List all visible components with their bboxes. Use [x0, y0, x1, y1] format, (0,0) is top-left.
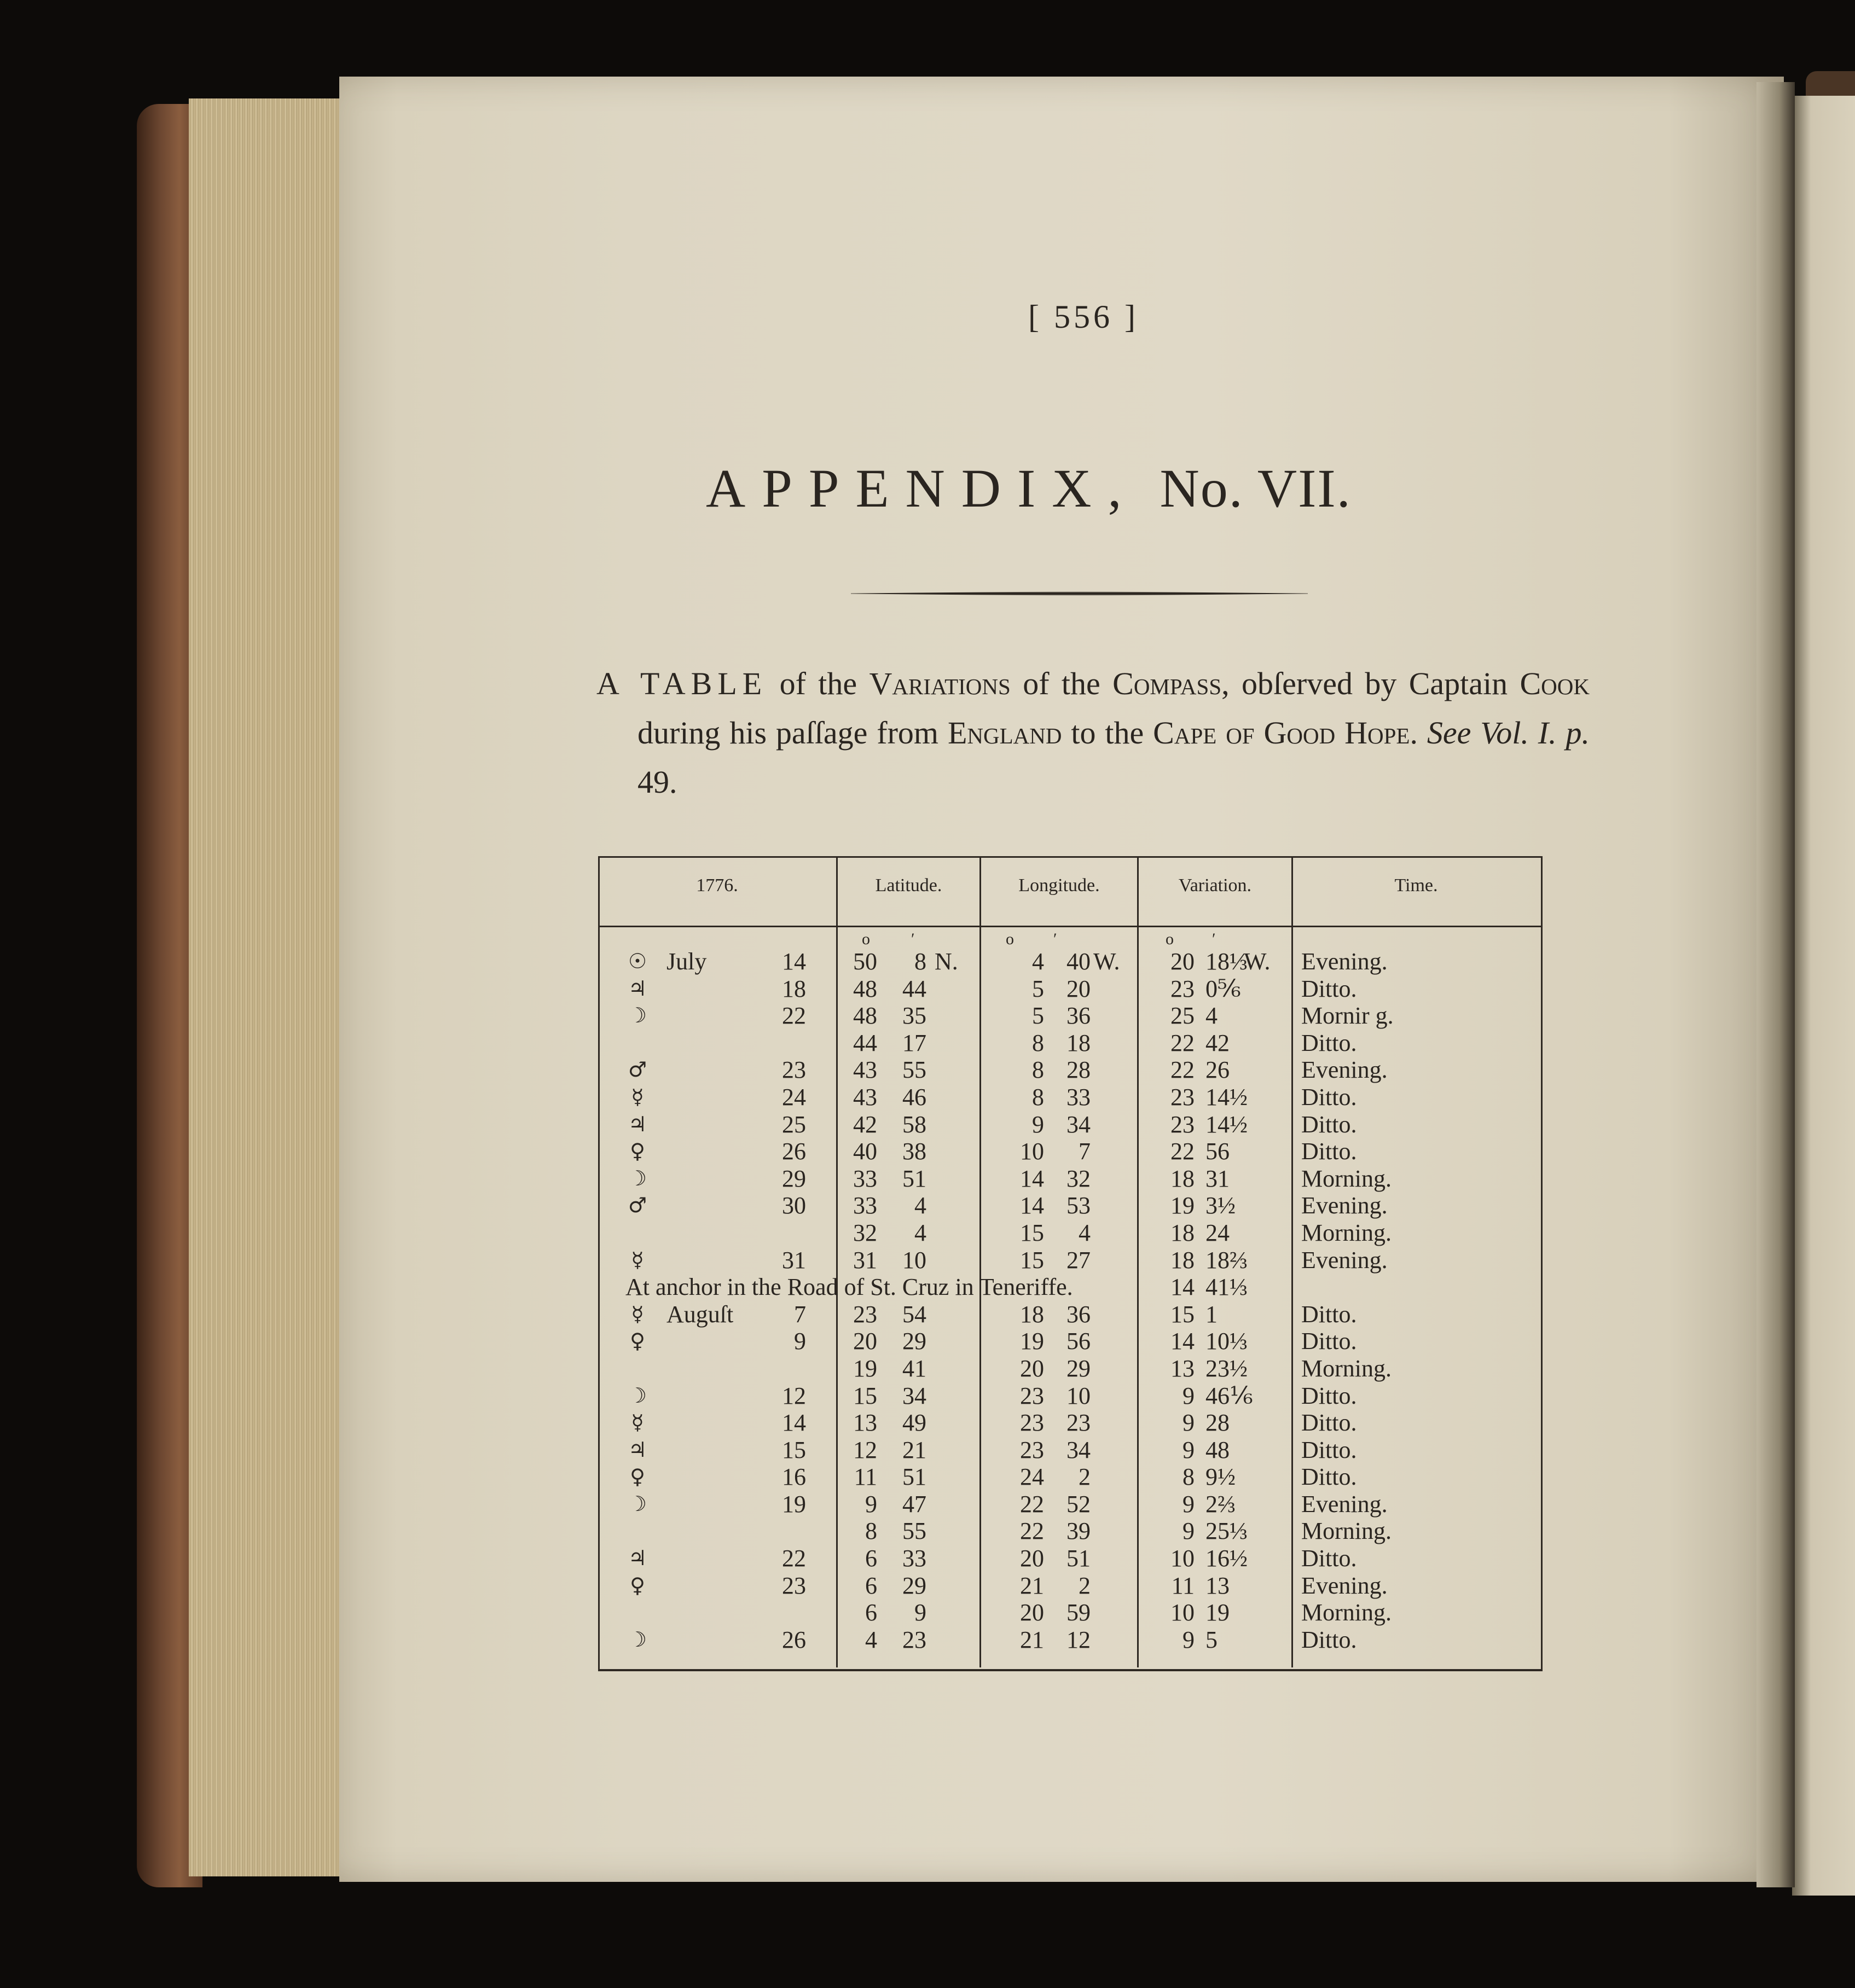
- variation-minutes: 2⅔: [1205, 1490, 1236, 1518]
- description-reference-number: 49.: [637, 764, 677, 800]
- variation-minutes: 14½: [1205, 1083, 1248, 1111]
- longitude-minutes: 34: [1066, 1436, 1091, 1463]
- latitude-minutes: 10: [902, 1246, 926, 1274]
- variation-degrees: 13: [1170, 1355, 1195, 1382]
- variation-degrees: 23: [1170, 1083, 1195, 1111]
- latitude-minutes: 54: [902, 1300, 926, 1328]
- time-cell: Ditto.: [1301, 1138, 1357, 1165]
- longitude-minutes: 32: [1066, 1165, 1091, 1192]
- time-cell: Evening.: [1301, 1490, 1388, 1518]
- day-cell: 19: [782, 1490, 806, 1518]
- table-row: [598, 1192, 1539, 1219]
- variation-minutes: 25⅓: [1205, 1518, 1248, 1545]
- table-header-rule: [598, 926, 1541, 927]
- latitude-degrees: 23: [853, 1300, 877, 1328]
- latitude-minutes: 41: [902, 1355, 926, 1382]
- longitude-degrees: 20: [1020, 1599, 1044, 1626]
- table-row: [598, 1545, 1539, 1572]
- latitude-degrees: 15: [853, 1382, 877, 1409]
- latitude-minutes: 46: [902, 1083, 926, 1111]
- weekday-symbol: ☽: [628, 1003, 647, 1028]
- variation-minutes: 42: [1205, 1029, 1230, 1056]
- longitude-minutes: 36: [1066, 1300, 1091, 1328]
- latitude-degrees: 48: [853, 975, 877, 1002]
- page-number: [ 556 ]: [1028, 299, 1139, 335]
- longitude-minutes: 56: [1066, 1328, 1091, 1355]
- table-body: [598, 948, 1539, 1653]
- latitude-degrees: 6: [865, 1572, 877, 1599]
- latitude-minutes: 21: [902, 1436, 926, 1463]
- table-row: [598, 1301, 1539, 1328]
- day-cell: 9: [794, 1328, 806, 1355]
- longitude-minutes: 28: [1066, 1056, 1091, 1084]
- header-year: 1776.: [696, 875, 738, 896]
- latitude-minutes: 34: [902, 1382, 926, 1409]
- latitude-degrees: 31: [853, 1246, 877, 1274]
- table-row: [598, 1409, 1539, 1437]
- description-smallcaps: Cape of Good Hope: [1153, 715, 1410, 751]
- table-row: [598, 1626, 1539, 1654]
- description-smallcaps: Compass: [1112, 666, 1222, 701]
- longitude-degrees: 23: [1020, 1409, 1044, 1437]
- time-cell: Ditto.: [1301, 1626, 1357, 1653]
- anchor-note: At anchor in the Road of St. Cruz in Teneriffe.: [625, 1274, 1073, 1301]
- description-smallcaps: Cook: [1520, 666, 1590, 701]
- longitude-minutes: 18: [1066, 1029, 1091, 1056]
- variation-degrees: 11: [1171, 1572, 1195, 1599]
- table-description: [596, 659, 1590, 807]
- variation-minutes: 16½: [1205, 1545, 1248, 1572]
- day-cell: 25: [782, 1111, 806, 1138]
- day-cell: 24: [782, 1083, 806, 1111]
- time-cell: Morning.: [1301, 1219, 1392, 1246]
- day-cell: 26: [782, 1138, 806, 1165]
- longitude-minutes: 7: [1079, 1138, 1091, 1165]
- table-row: [598, 1355, 1539, 1382]
- time-cell: Evening.: [1301, 1192, 1388, 1219]
- latitude-minutes: 38: [902, 1138, 926, 1165]
- weekday-symbol: ♂: [628, 1193, 647, 1218]
- latitude-degrees: 6: [865, 1545, 877, 1572]
- time-cell: Ditto.: [1301, 975, 1357, 1002]
- time-cell: Ditto.: [1301, 1545, 1357, 1572]
- table-row: [598, 1463, 1539, 1491]
- latitude-degrees: 43: [853, 1083, 877, 1111]
- time-cell: Ditto.: [1301, 1463, 1357, 1491]
- time-cell: Evening.: [1301, 948, 1388, 975]
- variation-degrees: 22: [1170, 1056, 1195, 1084]
- longitude-minutes: 10: [1066, 1382, 1091, 1409]
- variation-minutes: 19: [1205, 1599, 1230, 1626]
- facing-page-edge: [1792, 96, 1855, 1896]
- longitude-degrees: 19: [1020, 1328, 1044, 1355]
- longitude-degrees: 22: [1020, 1518, 1044, 1545]
- weekday-symbol: ☽: [628, 1491, 647, 1516]
- weekday-symbol: ☿: [631, 1247, 644, 1272]
- time-cell: Ditto.: [1301, 1328, 1357, 1355]
- latitude-hemisphere: N.: [935, 948, 958, 975]
- description-smallcaps: England: [947, 715, 1062, 751]
- variation-degrees: 22: [1170, 1029, 1195, 1056]
- latitude-degrees: 9: [865, 1490, 877, 1518]
- time-cell: Ditto.: [1301, 1436, 1357, 1463]
- longitude-degrees: 10: [1020, 1138, 1044, 1165]
- unit-minute: ʹ: [1053, 930, 1057, 948]
- time-cell: Morning.: [1301, 1599, 1392, 1626]
- variation-minutes: 5: [1205, 1626, 1218, 1653]
- time-cell: Ditto.: [1301, 1300, 1357, 1328]
- variation-degrees: 14: [1170, 1274, 1195, 1301]
- longitude-degrees: 23: [1020, 1382, 1044, 1409]
- longitude-minutes: 39: [1066, 1518, 1091, 1545]
- day-cell: 7: [794, 1300, 806, 1328]
- longitude-minutes: 40: [1066, 948, 1091, 975]
- day-cell: 29: [782, 1165, 806, 1192]
- longitude-degrees: 22: [1020, 1490, 1044, 1518]
- longitude-minutes: 33: [1066, 1083, 1091, 1111]
- longitude-minutes: 36: [1066, 1002, 1091, 1030]
- weekday-symbol: ☿: [631, 1084, 644, 1109]
- time-cell: Ditto.: [1301, 1029, 1357, 1056]
- longitude-degrees: 20: [1020, 1355, 1044, 1382]
- variation-degrees: 18: [1170, 1165, 1195, 1192]
- header-latitude: Latitude.: [875, 875, 942, 896]
- latitude-minutes: 51: [902, 1463, 926, 1491]
- weekday-symbol: ♃: [628, 1112, 647, 1136]
- longitude-minutes: 52: [1066, 1490, 1091, 1518]
- weekday-symbol: ♀: [630, 1329, 645, 1353]
- latitude-minutes: 8: [914, 948, 926, 975]
- appendix-title-word: APPENDIX,: [706, 458, 1138, 519]
- variation-minutes: 24: [1205, 1219, 1230, 1246]
- description-text: of the: [767, 666, 869, 701]
- description-text: .: [1410, 715, 1427, 751]
- variation-minutes: 46⅙: [1205, 1382, 1253, 1409]
- variation-degrees: 9: [1182, 1518, 1195, 1545]
- variation-minutes: 28: [1205, 1409, 1230, 1437]
- longitude-degrees: 8: [1032, 1029, 1044, 1056]
- time-cell: Morning.: [1301, 1355, 1392, 1382]
- weekday-symbol: ♃: [628, 1437, 647, 1462]
- time-cell: Ditto.: [1301, 1382, 1357, 1409]
- latitude-degrees: 4: [865, 1626, 877, 1653]
- table-row: [598, 1572, 1539, 1600]
- latitude-minutes: 51: [902, 1165, 926, 1192]
- description-text: to the: [1062, 715, 1153, 751]
- longitude-minutes: 51: [1066, 1545, 1091, 1572]
- latitude-minutes: 4: [914, 1192, 926, 1219]
- latitude-minutes: 55: [902, 1056, 926, 1084]
- latitude-degrees: 40: [853, 1138, 877, 1165]
- variation-degrees: 18: [1170, 1219, 1195, 1246]
- day-cell: 26: [782, 1626, 806, 1653]
- day-cell: 12: [782, 1382, 806, 1409]
- variation-degrees: 23: [1170, 975, 1195, 1002]
- description-text: of the: [1010, 666, 1113, 701]
- latitude-degrees: 42: [853, 1111, 877, 1138]
- latitude-minutes: 58: [902, 1111, 926, 1138]
- variation-minutes: 26: [1205, 1056, 1230, 1084]
- weekday-symbol: ☽: [628, 1627, 647, 1652]
- day-cell: 16: [782, 1463, 806, 1491]
- weekday-symbol: ♀: [630, 1464, 645, 1489]
- time-cell: Ditto.: [1301, 1083, 1357, 1111]
- longitude-minutes: 59: [1066, 1599, 1091, 1626]
- latitude-degrees: 12: [853, 1436, 877, 1463]
- table-row: [598, 1518, 1539, 1545]
- longitude-minutes: 20: [1066, 975, 1091, 1002]
- longitude-degrees: 18: [1020, 1300, 1044, 1328]
- latitude-degrees: 32: [853, 1219, 877, 1246]
- longitude-minutes: 12: [1066, 1626, 1091, 1653]
- latitude-degrees: 6: [865, 1599, 877, 1626]
- variation-degrees: 9: [1182, 1626, 1195, 1653]
- day-cell: 22: [782, 1545, 806, 1572]
- weekday-symbol: ☿: [631, 1410, 644, 1435]
- latitude-degrees: 33: [853, 1192, 877, 1219]
- unit-minute: ʹ: [1212, 930, 1216, 948]
- day-cell: 23: [782, 1572, 806, 1599]
- variation-degrees: 18: [1170, 1246, 1195, 1274]
- variation-degrees: 10: [1170, 1545, 1195, 1572]
- variation-minutes: 14½: [1205, 1111, 1248, 1138]
- day-cell: 18: [782, 975, 806, 1002]
- longitude-degrees: 14: [1020, 1165, 1044, 1192]
- description-reference: See Vol. I. p.: [1427, 715, 1590, 751]
- longitude-minutes: 2: [1079, 1463, 1091, 1491]
- header-time: Time.: [1394, 875, 1438, 896]
- longitude-degrees: 21: [1020, 1572, 1044, 1599]
- latitude-degrees: 43: [853, 1056, 877, 1084]
- variation-minutes: 4: [1205, 1002, 1218, 1030]
- weekday-symbol: ♂: [628, 1057, 647, 1082]
- time-cell: Mornir g.: [1301, 1002, 1394, 1030]
- longitude-degrees: 8: [1032, 1056, 1044, 1084]
- day-cell: 14: [782, 1409, 806, 1437]
- variation-minutes: 48: [1205, 1436, 1230, 1463]
- table-row: [598, 1111, 1539, 1138]
- latitude-minutes: 23: [902, 1626, 926, 1653]
- latitude-degrees: 48: [853, 1002, 877, 1030]
- latitude-minutes: 44: [902, 975, 926, 1002]
- latitude-degrees: 44: [853, 1029, 877, 1056]
- variation-minutes: 41⅓: [1205, 1274, 1248, 1301]
- day-cell: 14: [782, 948, 806, 975]
- variation-degrees: 25: [1170, 1002, 1195, 1030]
- appendix-title-number: No. VII.: [1160, 458, 1352, 519]
- table-row: [598, 1030, 1539, 1057]
- month-cell: July: [666, 948, 707, 975]
- longitude-minutes: 53: [1066, 1192, 1091, 1219]
- table-row: [598, 1274, 1539, 1301]
- weekday-symbol: ☿: [631, 1301, 644, 1326]
- description-text: , obſerved by Captain: [1221, 666, 1520, 701]
- latitude-degrees: 50: [853, 948, 877, 975]
- variation-minutes: 18⅓: [1205, 948, 1248, 975]
- longitude-degrees: 8: [1032, 1083, 1044, 1111]
- day-cell: 15: [782, 1436, 806, 1463]
- longitude-degrees: 21: [1020, 1626, 1044, 1653]
- weekday-symbol: ♃: [628, 1546, 647, 1571]
- header-variation: Variation.: [1178, 875, 1252, 896]
- longitude-degrees: 4: [1032, 948, 1044, 975]
- weekday-symbol: ☽: [628, 1166, 647, 1190]
- day-cell: 23: [782, 1056, 806, 1084]
- variation-degrees: 23: [1170, 1111, 1195, 1138]
- longitude-degrees: 5: [1032, 1002, 1044, 1030]
- longitude-degrees: 9: [1032, 1111, 1044, 1138]
- time-cell: Morning.: [1301, 1518, 1392, 1545]
- variation-minutes: 13: [1205, 1572, 1230, 1599]
- table-row: [598, 1437, 1539, 1464]
- time-cell: Ditto.: [1301, 1111, 1357, 1138]
- table-row: [598, 1247, 1539, 1274]
- page-gutter: [1757, 82, 1795, 1887]
- variation-degrees: 20: [1170, 948, 1195, 975]
- latitude-minutes: 47: [902, 1490, 926, 1518]
- unit-minute: ʹ: [911, 930, 915, 948]
- table-row: [598, 1084, 1539, 1111]
- variation-degrees: 9: [1182, 1409, 1195, 1437]
- latitude-minutes: 49: [902, 1409, 926, 1437]
- weekday-symbol: ☽: [628, 1383, 647, 1408]
- variation-degrees: 15: [1170, 1300, 1195, 1328]
- longitude-minutes: 34: [1066, 1111, 1091, 1138]
- variation-degrees: 9: [1182, 1382, 1195, 1409]
- variation-minutes: 9½: [1205, 1463, 1236, 1491]
- table-row: [598, 1056, 1539, 1084]
- latitude-degrees: 19: [853, 1355, 877, 1382]
- longitude-degrees: 15: [1020, 1219, 1044, 1246]
- variation-degrees: 9: [1182, 1490, 1195, 1518]
- longitude-degrees: 15: [1020, 1246, 1044, 1274]
- description-smallcaps: Variations: [869, 666, 1011, 701]
- variation-minutes: 56: [1205, 1138, 1230, 1165]
- appendix-title: [706, 457, 1472, 520]
- variation-minutes: 18⅔: [1205, 1246, 1248, 1274]
- unit-degree: o: [1166, 930, 1174, 948]
- longitude-minutes: 4: [1079, 1219, 1091, 1246]
- table-row: [598, 1219, 1539, 1247]
- variation-direction: W.: [1244, 948, 1271, 975]
- day-cell: 30: [782, 1192, 806, 1219]
- longitude-degrees: 14: [1020, 1192, 1044, 1219]
- variation-degrees: 22: [1170, 1138, 1195, 1165]
- weekday-symbol: ♃: [628, 976, 647, 1001]
- weekday-symbol: ☉: [628, 949, 647, 973]
- time-cell: Morning.: [1301, 1165, 1392, 1192]
- table-row: [598, 1328, 1539, 1355]
- table-row: [598, 1382, 1539, 1410]
- variation-degrees: 14: [1170, 1328, 1195, 1355]
- description-lead: A TABLE: [596, 666, 768, 701]
- variation-minutes: 1: [1205, 1300, 1218, 1328]
- latitude-minutes: 17: [902, 1029, 926, 1056]
- longitude-minutes: 23: [1066, 1409, 1091, 1437]
- variation-degrees: 10: [1170, 1599, 1195, 1626]
- time-cell: Ditto.: [1301, 1409, 1357, 1437]
- latitude-degrees: 20: [853, 1328, 877, 1355]
- variation-minutes: 23½: [1205, 1355, 1248, 1382]
- latitude-minutes: 4: [914, 1219, 926, 1246]
- longitude-degrees: 5: [1032, 975, 1044, 1002]
- latitude-minutes: 29: [902, 1572, 926, 1599]
- latitude-minutes: 9: [914, 1599, 926, 1626]
- latitude-degrees: 11: [854, 1463, 877, 1491]
- longitude-minutes: 2: [1079, 1572, 1091, 1599]
- variation-minutes: 0⅚: [1205, 975, 1241, 1002]
- table-row: [598, 948, 1539, 975]
- time-cell: Evening.: [1301, 1246, 1388, 1274]
- variation-minutes: 10⅓: [1205, 1328, 1248, 1355]
- time-cell: Evening.: [1301, 1572, 1388, 1599]
- weekday-symbol: ♀: [630, 1139, 645, 1164]
- day-cell: 22: [782, 1002, 806, 1030]
- table-row: [598, 1138, 1539, 1165]
- longitude-degrees: 23: [1020, 1436, 1044, 1463]
- table-row: [598, 1491, 1539, 1518]
- variation-minutes: 3½: [1205, 1192, 1236, 1219]
- table-row: [598, 975, 1539, 1003]
- unit-degree: o: [1006, 930, 1014, 948]
- table-row: [598, 1002, 1539, 1030]
- longitude-minutes: 29: [1066, 1355, 1091, 1382]
- latitude-degrees: 33: [853, 1165, 877, 1192]
- latitude-minutes: 55: [902, 1518, 926, 1545]
- unit-degree: o: [862, 930, 870, 948]
- time-cell: Evening.: [1301, 1056, 1388, 1084]
- longitude-minutes: 27: [1066, 1246, 1091, 1274]
- latitude-minutes: 33: [902, 1545, 926, 1572]
- longitude-hemisphere: W.: [1093, 948, 1120, 975]
- month-cell: Auguſt: [666, 1300, 734, 1328]
- longitude-degrees: 24: [1020, 1463, 1044, 1491]
- variation-minutes: 31: [1205, 1165, 1230, 1192]
- header-longitude: Longitude.: [1018, 875, 1100, 896]
- variation-degrees: 9: [1182, 1436, 1195, 1463]
- latitude-minutes: 29: [902, 1328, 926, 1355]
- latitude-minutes: 35: [902, 1002, 926, 1030]
- page-edges: [189, 98, 349, 1876]
- weekday-symbol: ♀: [630, 1573, 645, 1597]
- longitude-degrees: 20: [1020, 1545, 1044, 1572]
- latitude-degrees: 13: [853, 1409, 877, 1437]
- table-row: [598, 1599, 1539, 1626]
- variation-degrees: 8: [1182, 1463, 1195, 1491]
- table-row: [598, 1165, 1539, 1193]
- day-cell: 31: [782, 1246, 806, 1274]
- latitude-degrees: 8: [865, 1518, 877, 1545]
- variation-degrees: 19: [1170, 1192, 1195, 1219]
- description-text: during his paſſage from: [637, 715, 948, 751]
